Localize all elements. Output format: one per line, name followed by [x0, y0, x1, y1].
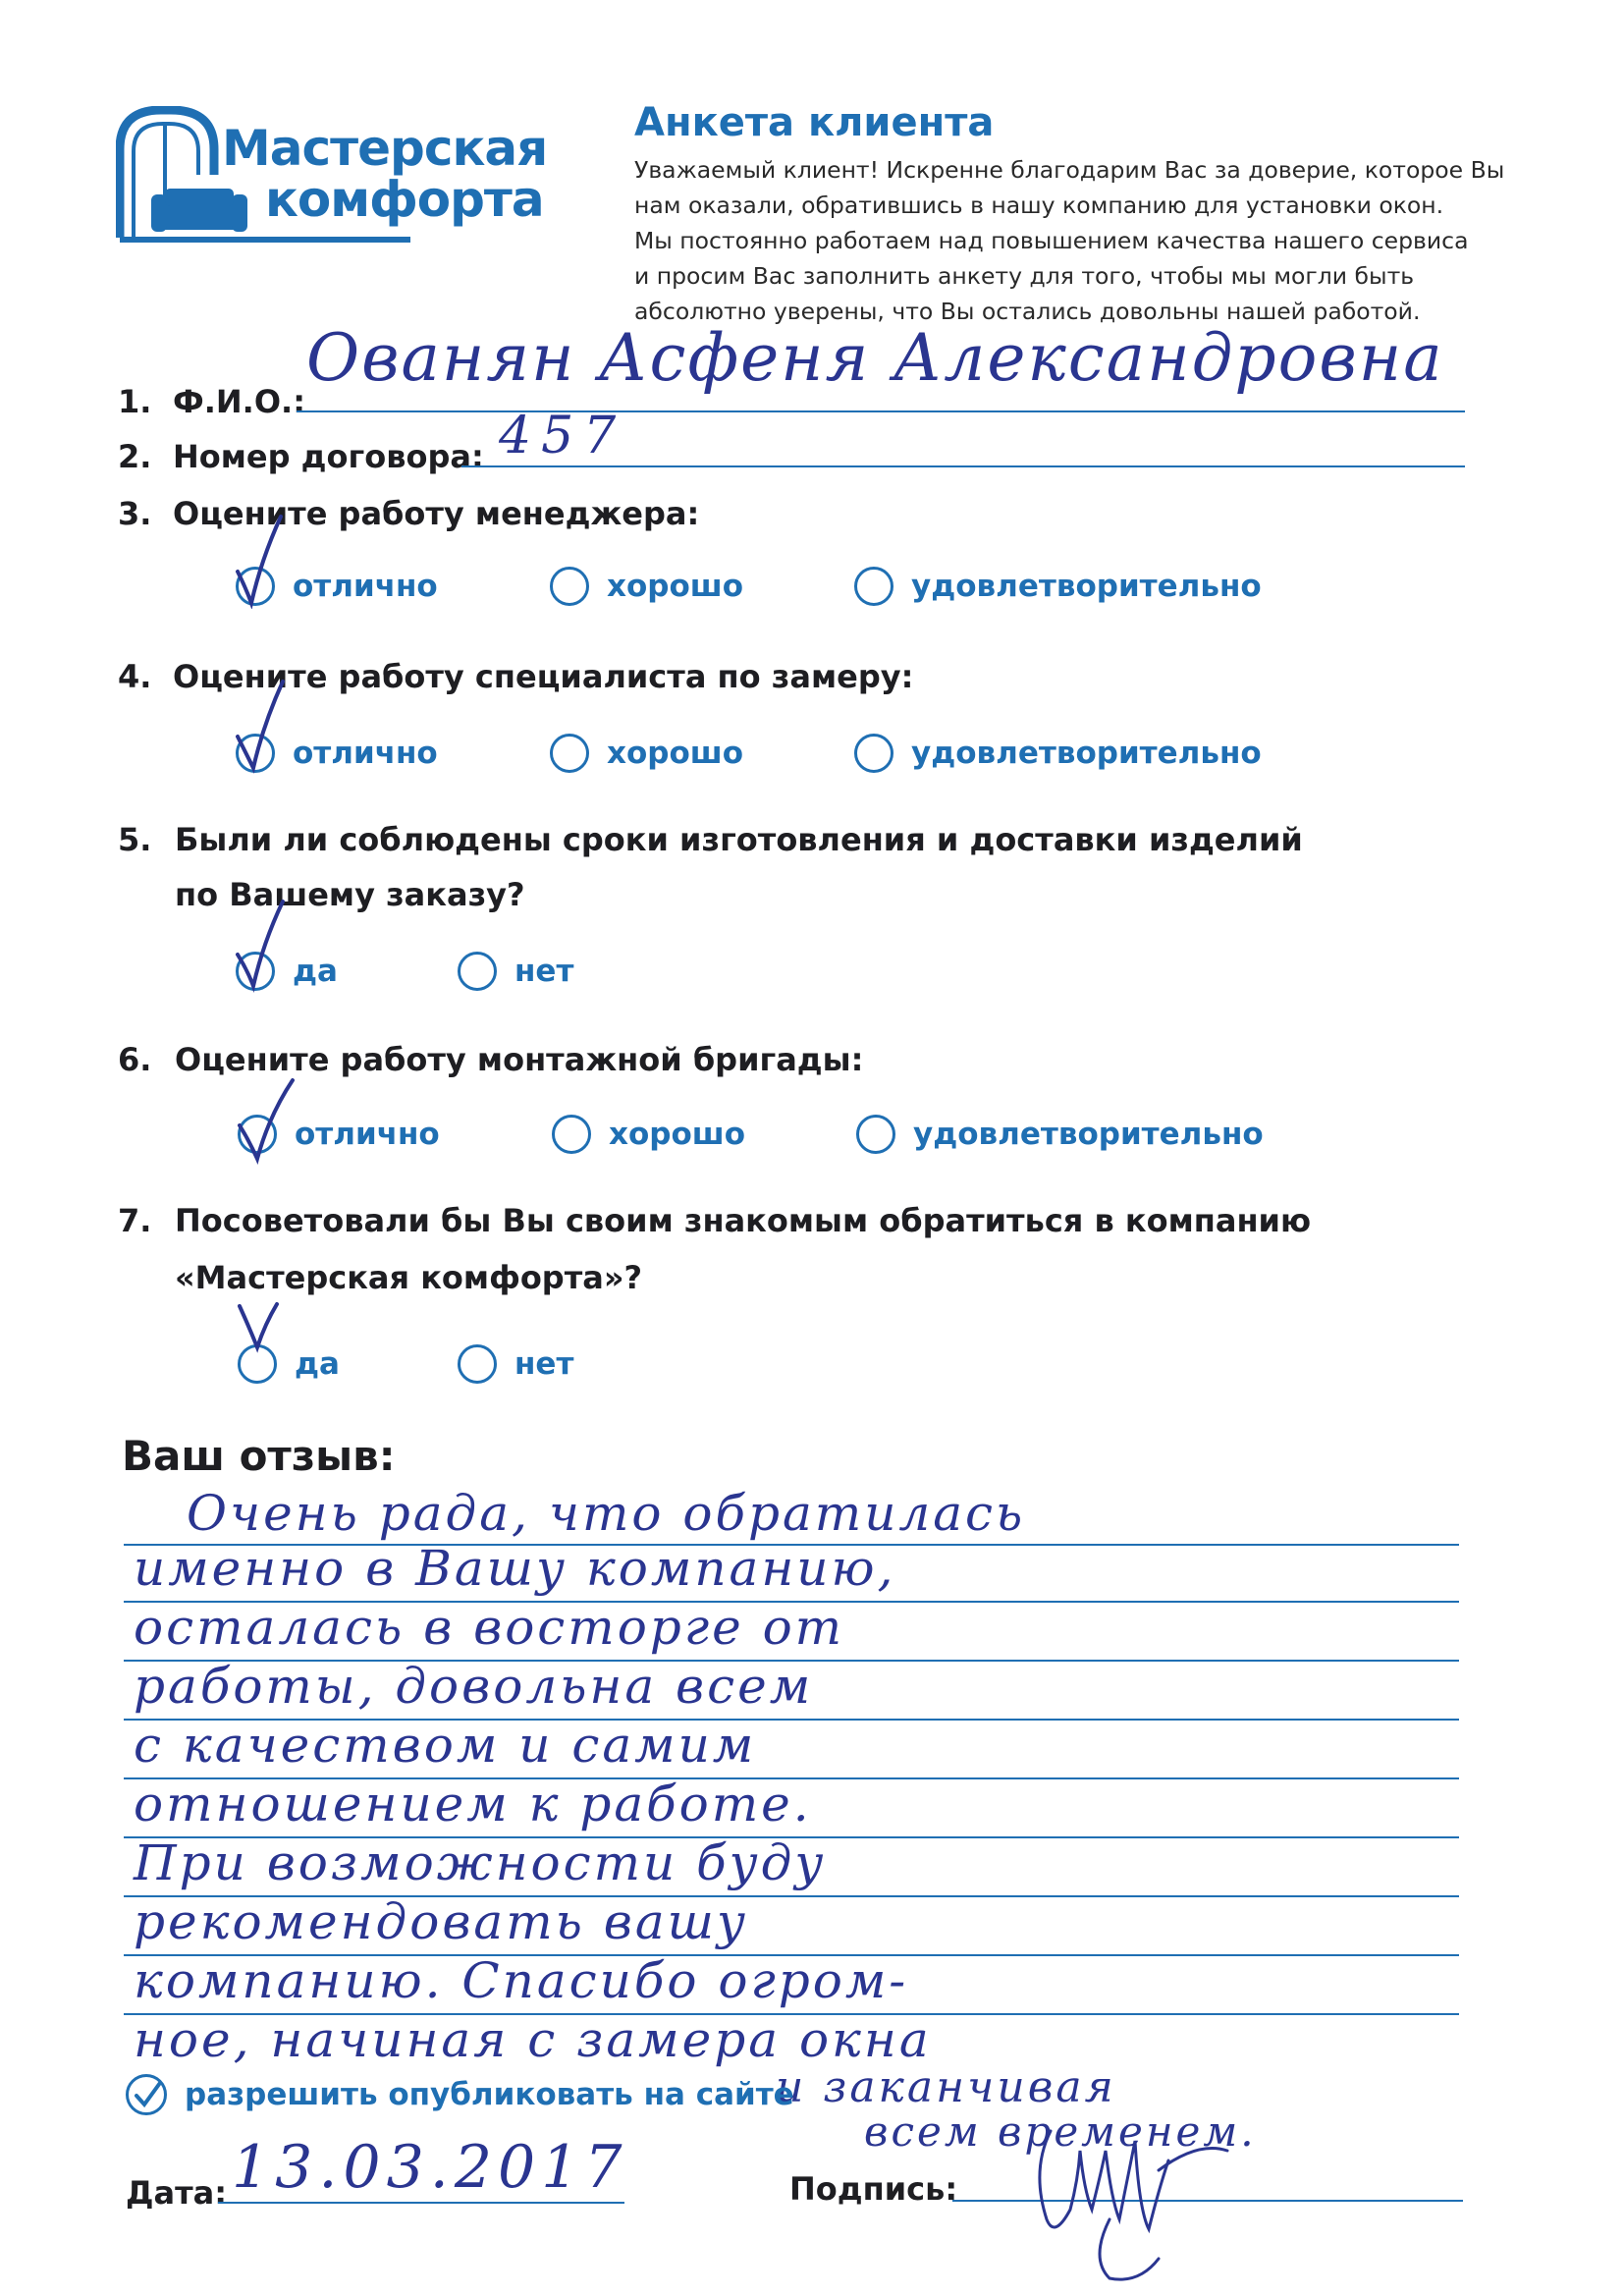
intro-line: нам оказали, обратившись в нашу компанию для установки окон. [634, 191, 1444, 219]
q2-number: 2. [118, 438, 152, 475]
date-field[interactable]: 13.03.2017 [232, 2133, 628, 2202]
option-label: хорошо [607, 736, 744, 771]
review-text-line: отношением к работе. [134, 1776, 812, 1832]
signature-label: Подпись: [789, 2170, 958, 2208]
company-logo [116, 106, 548, 244]
radio-circle[interactable] [458, 1344, 497, 1384]
radio-circle[interactable] [458, 952, 497, 991]
option-label: хорошо [607, 569, 744, 604]
intro-line: и просим Вас заполнить анкету для того, чтобы мы могли быть [634, 262, 1415, 290]
q1-answer-line [297, 410, 1465, 412]
q5-option-no[interactable] [458, 949, 573, 994]
option-label: отлично [293, 569, 438, 604]
radio-circle[interactable] [550, 567, 589, 606]
q3-option-satisfactory[interactable] [854, 564, 1262, 609]
q7-option-no[interactable] [458, 1341, 573, 1387]
q4-option-satisfactory[interactable] [854, 731, 1262, 776]
option-label: хорошо [609, 1117, 746, 1152]
handwritten-signature-icon[interactable] [1011, 2111, 1247, 2288]
logo-text-line2: комфорта [265, 171, 544, 228]
q6-option-satisfactory[interactable] [856, 1112, 1264, 1157]
review-text-line: Очень рада, что обратилась [187, 1485, 1026, 1542]
option-label: да [293, 954, 338, 989]
radio-circle[interactable] [856, 1115, 895, 1154]
fio-field[interactable]: Ованян Асфеня Александровна [306, 320, 1444, 396]
review-text-line: ное, начиная с замера окна [134, 2011, 932, 2068]
checkmark-icon [234, 1298, 293, 1377]
q4-number: 4. [118, 658, 152, 695]
radio-circle[interactable] [550, 734, 589, 773]
q7-label-line2: «Мастерская комфорта»? [175, 1259, 643, 1296]
intro-line: Мы постоянно работаем над повышением качества нашего сервиса [634, 227, 1469, 254]
option-label: да [295, 1346, 340, 1382]
review-text-line: осталась в восторге от [134, 1599, 845, 1656]
option-label: удовлетворительно [911, 569, 1262, 604]
review-text-line: компанию. Спасибо огром- [134, 1952, 909, 2009]
radio-circle[interactable] [552, 1115, 591, 1154]
review-text-line: всем временем. [864, 2107, 1257, 2156]
intro-text [634, 152, 1505, 329]
review-title: Ваш отзыв: [122, 1432, 396, 1480]
review-text-line: рекомендовать вашу [134, 1893, 749, 1950]
review-text-line: работы, довольна всем [134, 1658, 814, 1715]
q1-number: 1. [118, 383, 152, 420]
option-label: нет [514, 954, 574, 989]
review-text-line: При возможности буду [134, 1834, 827, 1891]
date-line [218, 2202, 624, 2204]
check-icon [133, 2081, 162, 2110]
q5-number: 5. [118, 821, 152, 858]
q2-label: Номер договора: [173, 438, 484, 475]
q3-number: 3. [118, 495, 152, 532]
checkbox-circle[interactable] [126, 2074, 167, 2115]
intro-line: абсолютно уверены, что Вы остались довольны нашей работой. [634, 298, 1421, 325]
option-label: удовлетворительно [913, 1117, 1264, 1152]
review-text-line: именно в Вашу компанию, [134, 1540, 896, 1597]
radio-circle[interactable] [854, 734, 893, 773]
q5-label-line2: по Вашему заказу? [175, 876, 525, 913]
q2-answer-line [461, 465, 1465, 467]
form-title: Анкета клиента [634, 100, 995, 145]
radio-circle[interactable] [854, 567, 893, 606]
checkmark-icon [232, 511, 291, 609]
option-label: удовлетворительно [911, 736, 1262, 771]
q6-option-good[interactable] [552, 1112, 745, 1157]
checkmark-icon [232, 676, 291, 774]
date-label: Дата: [126, 2174, 228, 2212]
q6-label: Оцените работу монтажной бригады: [175, 1041, 864, 1078]
option-label: отлично [295, 1117, 440, 1152]
publish-label: разрешить опубликовать на сайте [185, 2077, 794, 2112]
q4-label: Оцените работу специалиста по замеру: [173, 658, 914, 695]
checkmark-icon [232, 896, 291, 994]
q4-option-good[interactable] [550, 731, 743, 776]
checkmark-icon [234, 1076, 302, 1165]
q6-number: 6. [118, 1041, 152, 1078]
intro-line: Уважаемый клиент! Искренне благодарим Вас за доверие, которое Вы [634, 156, 1505, 184]
logo-text-line1: Мастерская [222, 120, 548, 177]
review-text-line: и заканчивая [776, 2062, 1116, 2112]
q3-label: Оцените работу менеджера: [173, 495, 700, 532]
option-label: нет [514, 1346, 574, 1382]
contract-number-field[interactable]: 457 [499, 407, 626, 465]
q5-label-line1: Были ли соблюдены сроки изготовления и доставки изделий [175, 821, 1303, 858]
review-text-line: с качеством и самим [134, 1717, 757, 1774]
q1-label: Ф.И.О.: [173, 383, 305, 420]
q7-label-line1: Посоветовали бы Вы своим знакомым обратиться в компанию [175, 1202, 1312, 1239]
q3-option-good[interactable] [550, 564, 743, 609]
option-label: отлично [293, 736, 438, 771]
publish-permission-checkbox[interactable] [126, 2070, 794, 2119]
q7-number: 7. [118, 1202, 152, 1239]
